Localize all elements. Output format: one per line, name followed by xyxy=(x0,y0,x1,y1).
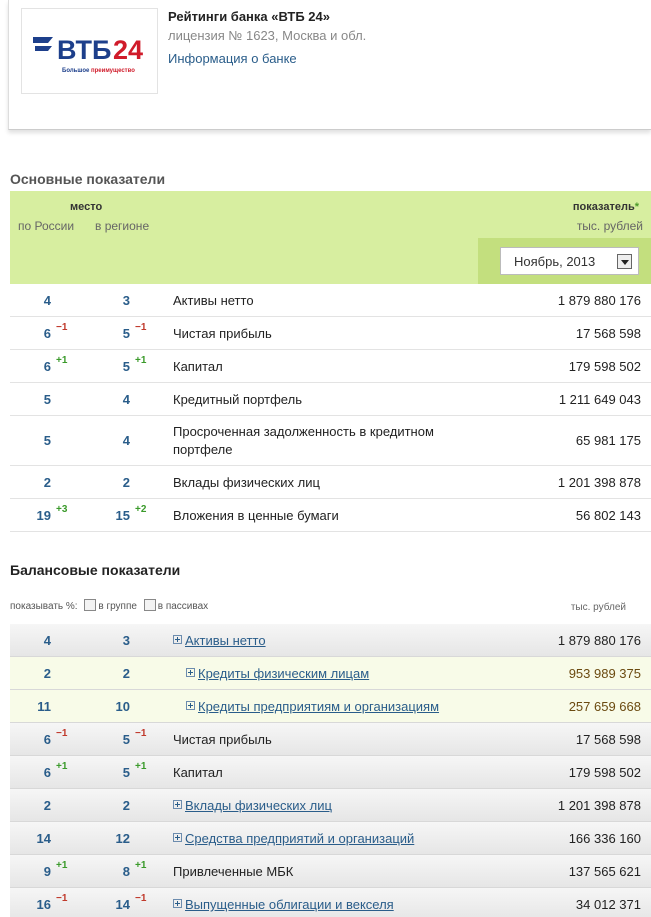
rank-russia: 9 xyxy=(43,864,51,879)
rank-region-change: −1 xyxy=(135,322,147,333)
rank-region: 5 xyxy=(122,765,130,780)
indicator-value: 179 598 502 xyxy=(568,359,641,374)
indicator-value: 257 659 668 xyxy=(568,699,641,714)
rank-region: 5 xyxy=(122,359,130,374)
indicator-label: Кредитный портфель xyxy=(173,392,302,407)
rank-russia: 6 xyxy=(43,732,51,747)
indicator-label: Чистая прибыль xyxy=(173,326,272,341)
indicator-value: 1 201 398 878 xyxy=(557,798,641,813)
indicator-value: 65 981 175 xyxy=(575,433,641,448)
indicator-name xyxy=(173,731,473,749)
indicator-value: 1 211 649 043 xyxy=(558,392,641,407)
percent-options xyxy=(10,599,208,612)
rank-russia-change: −1 xyxy=(56,893,68,904)
rank-russia: 4 xyxy=(43,293,51,308)
indicator-label: Активы нетто xyxy=(173,293,254,308)
table-row xyxy=(10,350,651,383)
rank-russia: 4 xyxy=(43,633,51,648)
indicator-header: показатель* xyxy=(572,201,639,213)
rank-russia-change: +1 xyxy=(56,355,68,366)
indicator-label: Капитал xyxy=(173,765,223,780)
indicator-name xyxy=(173,863,473,881)
rank-region: 15 xyxy=(115,508,130,523)
in-liabilities-checkbox[interactable] xyxy=(144,599,156,611)
rank-russia-change: +3 xyxy=(56,504,68,515)
indicator-label: Вклады физических лиц xyxy=(173,475,320,490)
indicator-value: 1 201 398 878 xyxy=(557,475,641,490)
rank-region: 12 xyxy=(115,831,130,846)
indicator-name xyxy=(173,325,473,343)
expand-icon[interactable] xyxy=(173,899,182,908)
indicator-link[interactable]: Средства предприятий и организаций xyxy=(185,831,415,846)
indicator-name xyxy=(173,830,473,848)
indicator-name xyxy=(173,507,473,525)
expand-icon[interactable] xyxy=(186,668,195,677)
table-row xyxy=(10,855,651,888)
rank-region: 5 xyxy=(122,732,130,747)
indicator-value: 1 879 880 176 xyxy=(557,633,641,648)
indicator-name xyxy=(186,665,486,683)
expand-icon[interactable] xyxy=(173,635,182,644)
table-row xyxy=(10,657,651,690)
rank-russia-change: +1 xyxy=(56,860,68,871)
table-row xyxy=(10,317,651,350)
indicator-label: Вложения в ценные бумаги xyxy=(173,508,339,523)
table-row xyxy=(10,822,651,855)
rank-russia-change: −1 xyxy=(56,728,68,739)
place-header: место xyxy=(70,201,103,213)
main-table-header xyxy=(10,191,651,284)
bank-license: лицензия № 1623, Москва и обл. xyxy=(168,28,367,43)
rank-region-change: +1 xyxy=(135,355,147,366)
indicator-name xyxy=(173,896,473,914)
indicator-value: 1 879 880 176 xyxy=(557,293,641,308)
logo-tagline: Большое преимущество xyxy=(62,68,135,74)
indicator-label: Чистая прибыль xyxy=(173,732,272,747)
rank-region-change: +1 xyxy=(135,761,147,772)
in-group-checkbox[interactable] xyxy=(84,599,96,611)
indicator-name xyxy=(173,632,473,650)
show-percent-label: показывать %: xyxy=(10,601,78,612)
indicator-name xyxy=(173,797,473,815)
rank-russia: 2 xyxy=(43,798,51,813)
rank-russia: 2 xyxy=(43,666,51,681)
indicator-value: 137 565 621 xyxy=(568,864,641,879)
rank-region: 4 xyxy=(122,392,130,407)
indicator-name xyxy=(173,764,473,782)
indicator-value: 34 012 371 xyxy=(575,897,641,912)
rank-region-change: −1 xyxy=(135,893,147,904)
rank-russia: 2 xyxy=(43,475,51,490)
date-select-value: Ноябрь, 2013 xyxy=(514,254,596,269)
date-select[interactable] xyxy=(500,247,639,275)
indicator-name xyxy=(173,358,473,376)
indicator-value: 166 336 160 xyxy=(568,831,641,846)
table-row xyxy=(10,624,651,657)
table-row xyxy=(10,416,651,466)
region-column-header: в регионе xyxy=(95,219,150,233)
rank-russia: 16 xyxy=(36,897,51,912)
russia-column-header: по России xyxy=(18,219,75,233)
indicator-name xyxy=(173,423,473,459)
logo-24: 24 xyxy=(113,35,144,65)
rank-region: 2 xyxy=(122,666,130,681)
rank-region-change: +2 xyxy=(135,504,147,515)
table-row xyxy=(10,723,651,756)
date-selector-area xyxy=(478,238,651,284)
rank-region: 2 xyxy=(122,475,130,490)
indicator-value: 953 989 375 xyxy=(568,666,641,681)
rank-russia: 14 xyxy=(36,831,51,846)
table-row xyxy=(10,888,651,917)
indicator-value: 17 568 598 xyxy=(575,732,641,747)
rank-region: 10 xyxy=(115,699,130,714)
table-row xyxy=(10,383,651,416)
rank-russia-change: +1 xyxy=(56,761,68,772)
rank-region-change: +1 xyxy=(135,860,147,871)
balance-indicators-heading: Балансовые показатели xyxy=(10,562,181,578)
rank-russia: 6 xyxy=(43,359,51,374)
rank-russia-change: −1 xyxy=(56,322,68,333)
vtb24-logo-mark xyxy=(31,31,151,65)
indicator-name xyxy=(173,474,473,492)
indicator-name xyxy=(173,292,473,310)
indicator-link[interactable]: Вклады физических лиц xyxy=(185,798,332,813)
bank-title: Рейтинги банка «ВТБ 24» xyxy=(168,9,330,24)
rank-region-change: −1 xyxy=(135,728,147,739)
rank-region: 3 xyxy=(122,633,130,648)
rank-region: 14 xyxy=(115,897,130,912)
main-indicators-heading: Основные показатели xyxy=(10,171,166,187)
expand-icon[interactable] xyxy=(186,701,195,710)
rank-russia: 5 xyxy=(43,433,51,448)
logo-vtb: ВТБ xyxy=(57,35,112,65)
indicator-value: 17 568 598 xyxy=(575,326,641,341)
in-group-label: в группе xyxy=(98,601,137,612)
indicator-link[interactable]: Выпущенные облигации и векселя xyxy=(185,897,394,912)
rank-region: 4 xyxy=(122,433,130,448)
bank-logo xyxy=(21,8,158,94)
rank-russia: 11 xyxy=(37,699,51,714)
indicator-name xyxy=(173,391,473,409)
rank-russia: 5 xyxy=(43,392,51,407)
indicator-label: Привлеченные МБК xyxy=(173,864,294,879)
rank-region: 8 xyxy=(122,864,130,879)
table-row xyxy=(10,789,651,822)
bank-info-link[interactable]: Информация о банке xyxy=(168,51,297,66)
indicator-link[interactable]: Активы нетто xyxy=(185,633,266,648)
rank-region: 5 xyxy=(122,326,130,341)
indicator-label: Капитал xyxy=(173,359,223,374)
indicator-link[interactable]: Кредиты физическим лицам xyxy=(198,666,370,681)
rank-russia: 19 xyxy=(36,508,51,523)
table-row xyxy=(10,466,651,499)
units-label: тыс. рублей xyxy=(576,219,643,233)
table-row xyxy=(10,284,651,317)
table-row xyxy=(10,499,651,532)
rank-russia: 6 xyxy=(43,765,51,780)
indicator-value: 179 598 502 xyxy=(568,765,641,780)
table-row xyxy=(10,756,651,789)
expand-icon[interactable] xyxy=(173,833,182,842)
indicator-value: 56 802 143 xyxy=(575,508,641,523)
bank-header-card xyxy=(8,0,651,130)
table-row xyxy=(10,690,651,723)
expand-icon[interactable] xyxy=(173,800,182,809)
in-liabilities-label: в пассивах xyxy=(157,601,209,612)
indicator-link[interactable]: Кредиты предприятиям и организациям xyxy=(198,699,440,714)
indicator-name xyxy=(186,698,486,716)
balance-units-label: тыс. рублей xyxy=(570,602,626,613)
chevron-down-icon[interactable] xyxy=(617,254,632,269)
rank-russia: 6 xyxy=(43,326,51,341)
indicator-label: Просроченная задолженность в кредитном портфеле xyxy=(173,424,434,457)
rank-region: 3 xyxy=(122,293,130,308)
rank-region: 2 xyxy=(122,798,130,813)
